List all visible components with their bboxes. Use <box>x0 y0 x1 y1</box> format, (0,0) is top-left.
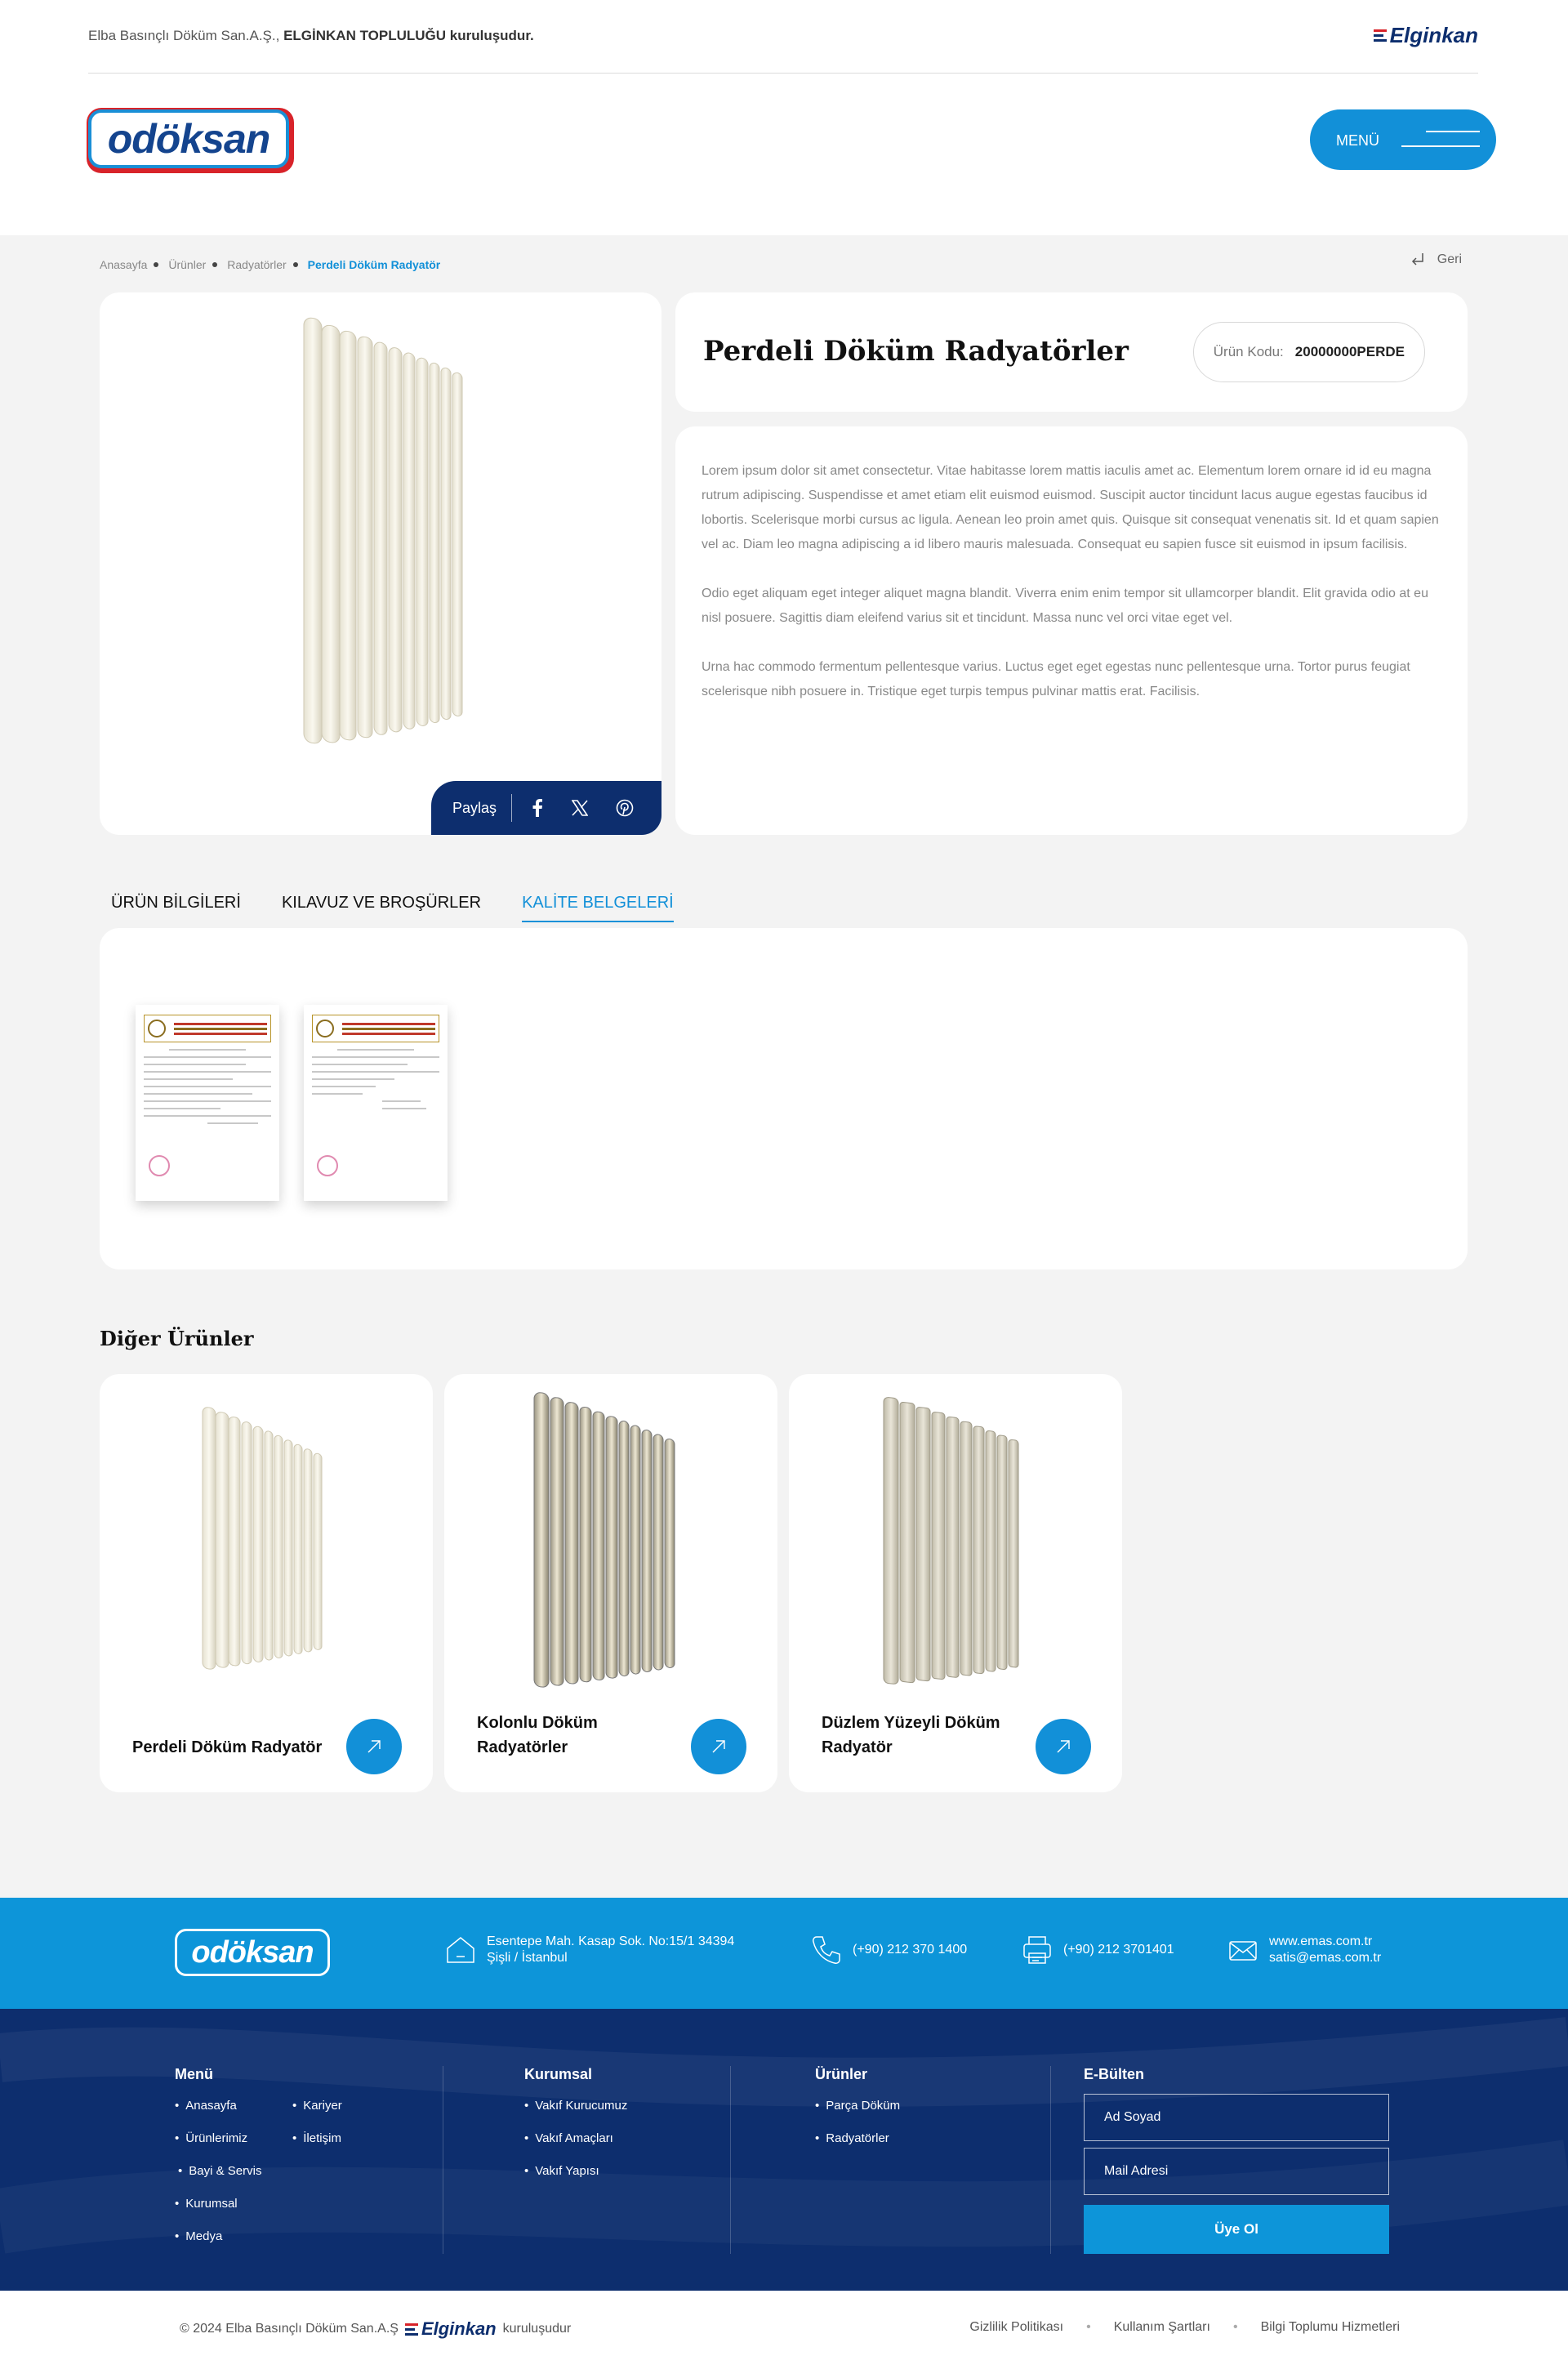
footer-phone[interactable]: (+90) 212 370 1400 <box>810 1934 967 1966</box>
product-thumbnail <box>444 1374 777 1701</box>
information-society-link[interactable]: Bilgi Toplumu Hizmetleri <box>1260 2320 1400 2334</box>
product-card-name: Kolonlu Döküm Radyatörler <box>477 1714 598 1756</box>
newsletter-name-input[interactable] <box>1084 2094 1389 2141</box>
product-image-card <box>100 292 662 835</box>
mail-icon <box>1227 1934 1259 1966</box>
main-content <box>0 235 1568 1898</box>
share-label: Paylaş <box>452 799 497 816</box>
legal-links: Gizlilik Politikası • Kullanım Şartları • Bilgi Toplumu Hizmetleri <box>969 2320 1400 2334</box>
newsletter-email-input[interactable] <box>1084 2148 1389 2195</box>
footer-link-foundation-goals[interactable]: • Vakıf Amaçları <box>524 2131 613 2145</box>
product-card-name: Perdeli Döküm Radyatör <box>132 1738 323 1756</box>
product-image <box>100 292 662 783</box>
other-products-title: Diğer Ürünler <box>100 1327 254 1350</box>
description-paragraph: Lorem ipsum dolor sit amet consectetur. Vitae habitasse lorem mattis iaculis amet ac. Elementum lorem ornare id id eu magna rutrum adipiscing. Suspendisse et amet etiam elit euismod euismod. Suscipit auctor tincidunt lacus augue egestas faucibus id lobortis. Scelerisque morbi cursus ac ligula. Aenean leo proin amet quis. Quisque sit consequat venenatis sit. Id et quam sapien vel ac. Diam leo magna adipiscing a id libero mauris malesuada. Consequat eu sapien fusce sit euismod in ipsum facilisis. <box>702 464 1439 551</box>
odoksan-logo[interactable]: odöksan <box>87 108 294 173</box>
arrow-up-right-icon <box>1054 1738 1072 1756</box>
certificates-panel <box>100 928 1468 1270</box>
footer-bottom <box>0 2291 1568 2365</box>
footer-link-media[interactable]: • Medya <box>175 2229 222 2243</box>
company-statement <box>88 28 534 44</box>
menu-label: MENÜ <box>1336 132 1379 149</box>
breadcrumb <box>100 258 440 271</box>
product-code: Ürün Kodu: 20000000PERDE <box>1193 322 1425 382</box>
copyright: © 2024 Elba Basınçlı Döküm San.A.Ş Elginkan kuruluşudur <box>180 2318 572 2339</box>
back-link[interactable]: Geri <box>1408 250 1462 270</box>
product-thumbnail <box>789 1374 1122 1701</box>
product-title: Perdeli Döküm Radyatörler <box>703 335 1129 368</box>
elginkan-footer-logo[interactable]: Elginkan <box>405 2318 497 2340</box>
product-card-arrow-button[interactable] <box>1036 1719 1091 1774</box>
arrow-up-right-icon <box>365 1738 383 1756</box>
newsletter-title: E-Bülten <box>1084 2066 1144 2082</box>
phone-icon <box>810 1934 843 1966</box>
description-paragraph: Odio eget aliquam eget integer aliquet magna blandit. Viverra enim enim tempor sit ullamcorper blandit. Elit gravida odio at eu nisl posuere. Sagittis diam eleifend varius sit et tincidunt. Massa nunc vel orci vitae eget vel. <box>702 587 1428 625</box>
breadcrumb-current: Perdeli Döküm Radyatör <box>307 258 441 271</box>
tab-quality-certificates[interactable]: KALİTE BELGELERİ <box>522 894 674 922</box>
footer-corporate-title: Kurumsal <box>524 2066 593 2082</box>
footer-link-parts-casting[interactable]: • Parça Döküm <box>815 2099 900 2113</box>
terms-of-use-link[interactable]: Kullanım Şartları <box>1113 2320 1210 2334</box>
product-card-name: Düzlem Yüzeyli Döküm Radyatör <box>822 1714 1000 1756</box>
product-card[interactable] <box>789 1374 1122 1792</box>
breadcrumb-home[interactable]: Anasayfa <box>100 258 148 271</box>
elginkan-logo[interactable]: Elginkan <box>1374 23 1478 48</box>
footer-logo[interactable]: odöksan <box>175 1929 330 1976</box>
company-prefix: Elba Basınçlı Döküm San.A.Ş., <box>88 28 280 43</box>
privacy-policy-link[interactable]: Gizlilik Politikası <box>969 2320 1064 2334</box>
tse-seal-icon <box>316 1020 334 1037</box>
footer-link-career[interactable]: • Kariyer <box>292 2099 342 2113</box>
tab-guides-brochures[interactable]: KILAVUZ VE BROŞÜRLER <box>281 894 482 912</box>
stamp-icon <box>149 1155 170 1176</box>
footer-link-contact[interactable]: • İletişim <box>292 2131 341 2145</box>
footer-menu-title: Menü <box>175 2066 213 2082</box>
footer-link-dealer-service[interactable]: • Bayi & Servis <box>178 2164 261 2178</box>
tse-seal-icon <box>148 1020 166 1037</box>
product-card[interactable] <box>444 1374 777 1792</box>
elginkan-mark-icon <box>1374 29 1387 42</box>
menu-button[interactable] <box>1310 109 1496 170</box>
description-paragraph: Urna hac commodo fermentum pellentesque varius. Luctus eget eget egestas nunc pellentesque urna. Tortor purus feugiat scelerisque nibh posuere in. Tristique eget turpis tempus pulvinar mattis erat. Facilisis. <box>702 660 1410 698</box>
footer-fax: (+90) 212 3701401 <box>1021 1934 1174 1966</box>
hamburger-icon <box>1401 131 1480 160</box>
footer-link-products[interactable]: • Ürünlerimiz <box>175 2131 247 2145</box>
top-bar <box>88 0 1478 74</box>
product-card[interactable] <box>100 1374 433 1792</box>
product-description <box>675 426 1468 835</box>
certificate-thumbnail[interactable] <box>304 1005 448 1201</box>
product-card-arrow-button[interactable] <box>346 1719 402 1774</box>
product-title-card <box>675 292 1468 412</box>
footer-web-email[interactable]: www.emas.com.tr satis@emas.com.tr <box>1227 1934 1381 1966</box>
footer-main <box>0 2009 1568 2291</box>
elginkan-mark-icon <box>405 2323 418 2336</box>
footer-link-founder[interactable]: • Vakıf Kurucumuz <box>524 2099 627 2113</box>
footer-link-radiators[interactable]: • Radyatörler <box>815 2131 889 2145</box>
breadcrumb-radiators[interactable]: Radyatörler <box>227 258 287 271</box>
share-bar <box>431 781 662 835</box>
footer-link-corporate[interactable]: • Kurumsal <box>175 2197 238 2211</box>
facebook-icon[interactable] <box>532 799 544 817</box>
site-header <box>0 74 1568 235</box>
product-tabs <box>111 894 674 922</box>
certificate-thumbnail[interactable] <box>136 1005 279 1201</box>
pinterest-icon[interactable] <box>616 799 634 817</box>
newsletter-submit-button[interactable]: Üye Ol <box>1084 2205 1389 2254</box>
company-group: ELGİNKAN TOPLULUĞU kuruluşudur. <box>283 28 534 43</box>
fax-icon <box>1021 1934 1054 1966</box>
footer-address: Esentepe Mah. Kasap Sok. No:15/1 34394 Şişli / İstanbul <box>444 1934 734 1966</box>
x-icon[interactable] <box>572 799 588 817</box>
home-icon <box>444 1934 477 1966</box>
product-thumbnail <box>100 1374 433 1701</box>
footer-link-foundation-structure[interactable]: • Vakıf Yapısı <box>524 2164 599 2178</box>
arrow-up-right-icon <box>710 1738 728 1756</box>
product-card-arrow-button[interactable] <box>691 1719 746 1774</box>
back-arrow-icon <box>1408 250 1428 270</box>
footer-contact-bar <box>0 1898 1568 2009</box>
footer-products-title: Ürünler <box>815 2066 868 2082</box>
footer-link-home[interactable]: • Anasayfa <box>175 2099 237 2113</box>
tab-product-info[interactable]: ÜRÜN BİLGİLERİ <box>111 894 241 912</box>
breadcrumb-products[interactable]: Ürünler <box>168 258 207 271</box>
stamp-icon <box>317 1155 338 1176</box>
